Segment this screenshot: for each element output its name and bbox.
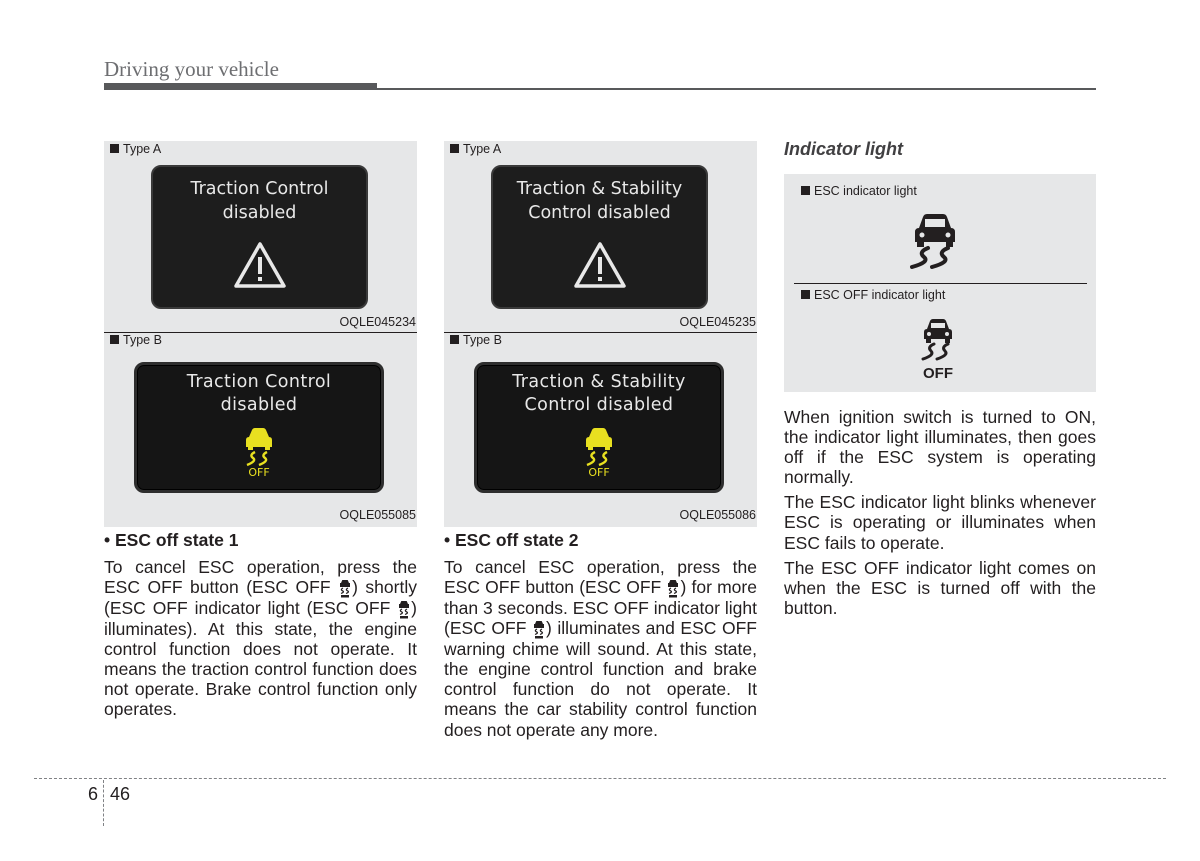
- warning-triangle-icon: [573, 241, 627, 289]
- chapter-number: 6: [88, 784, 99, 804]
- indicator-paragraph-1: When ignition switch is turned to ON, the indicator light illuminates, then goes off if the ESC system is operating normally.: [784, 407, 1096, 488]
- screen-line-1: Traction Control: [190, 179, 329, 199]
- type-b-label: Type B: [123, 333, 162, 347]
- screen-line-1: Traction & Stability: [516, 179, 683, 199]
- indicator-divider: [794, 283, 1087, 284]
- type-a-label: Type A: [463, 142, 502, 156]
- esc-off-icon: [532, 619, 546, 639]
- type-b-tag: [110, 333, 162, 347]
- section-heading-state-1: • ESC off state 1: [104, 530, 239, 550]
- type-b-tag: [450, 333, 502, 347]
- figure-code-a: OQLE045235: [679, 315, 756, 329]
- section-title-indicator-light: Indicator light: [784, 139, 903, 159]
- footer-rule: [34, 778, 1166, 779]
- esc-off-icon: [666, 578, 680, 598]
- esc-off-text: OFF: [248, 466, 270, 477]
- esc-indicator-tag: [801, 184, 917, 198]
- figure-panel-col1: [104, 141, 417, 527]
- cluster-screen-type-b: [474, 362, 724, 493]
- indicator-paragraph-3: The ESC OFF indicator light comes on when the ESC is turned off with the button.: [784, 557, 1096, 618]
- cluster-screen-type-a: [151, 165, 368, 309]
- header-rule-thick: [104, 83, 377, 90]
- screen-line-2: disabled: [220, 395, 298, 415]
- esc-off-indicator-icon: [918, 315, 958, 381]
- section-heading-state-2: • ESC off state 2: [444, 530, 579, 550]
- indicator-paragraph-2: The ESC indicator light blinks whenever ESC is operating or illuminates when ESC fails to operate.: [784, 492, 1096, 553]
- type-a-tag: [450, 142, 501, 156]
- esc-off-icon: [241, 425, 277, 477]
- esc-off-icon: [581, 425, 617, 477]
- cluster-screen-type-b: [134, 362, 384, 493]
- type-b-label: Type B: [463, 333, 502, 347]
- esc-off-indicator-label: ESC OFF indicator light: [814, 288, 946, 302]
- esc-off-indicator-text: OFF: [923, 365, 953, 381]
- figure-panel-col2: [444, 141, 757, 527]
- esc-off-indicator-tag: [801, 288, 945, 302]
- figure-code-b: OQLE055086: [679, 508, 756, 522]
- header-rule-thin: [377, 88, 1096, 90]
- screen-line-2: Control disabled: [528, 203, 671, 223]
- body-paragraph-state-1: To cancel ESC operation, press the ESC OFF button (ESC OFF ) shortly (ESC OFF indicator light (ESC OFF ) illuminates). At this state, the engine control function does not operate. It means the traction control function does not operate. Brake control function only operates.: [104, 557, 417, 720]
- page-header-title: Driving your vehicle: [104, 57, 279, 81]
- esc-indicator-label: ESC indicator light: [814, 184, 917, 198]
- screen-line-1: Traction Control: [186, 372, 332, 392]
- page-number: 46: [110, 784, 131, 804]
- indicator-panel: [784, 174, 1096, 392]
- esc-indicator-icon: [906, 208, 964, 270]
- figure-code-b: OQLE055085: [339, 508, 416, 522]
- indicator-description: [784, 407, 1096, 623]
- esc-off-text: OFF: [588, 466, 610, 477]
- cluster-screen-type-a: [491, 165, 708, 309]
- esc-off-icon: [397, 599, 411, 619]
- figure-code-a: OQLE045234: [339, 315, 416, 329]
- type-a-tag: [110, 142, 161, 156]
- body-paragraph-state-2: To cancel ESC operation, press the ESC OFF button (ESC OFF ) for more than 3 seconds. ESC OFF indicator light (ESC OFF ) illuminates and ESC OFF warning chime will sound. At this state, the engine control function and brake control function do not operate. It means the car stability control function does not operate any more.: [444, 557, 757, 740]
- screen-line-2: disabled: [222, 203, 297, 223]
- screen-line-1: Traction & Stability: [512, 372, 686, 392]
- footer-vertical-rule: [103, 780, 104, 826]
- screen-line-2: Control disabled: [524, 395, 674, 415]
- esc-off-icon: [338, 578, 352, 598]
- warning-triangle-icon: [233, 241, 287, 289]
- type-a-label: Type A: [123, 142, 162, 156]
